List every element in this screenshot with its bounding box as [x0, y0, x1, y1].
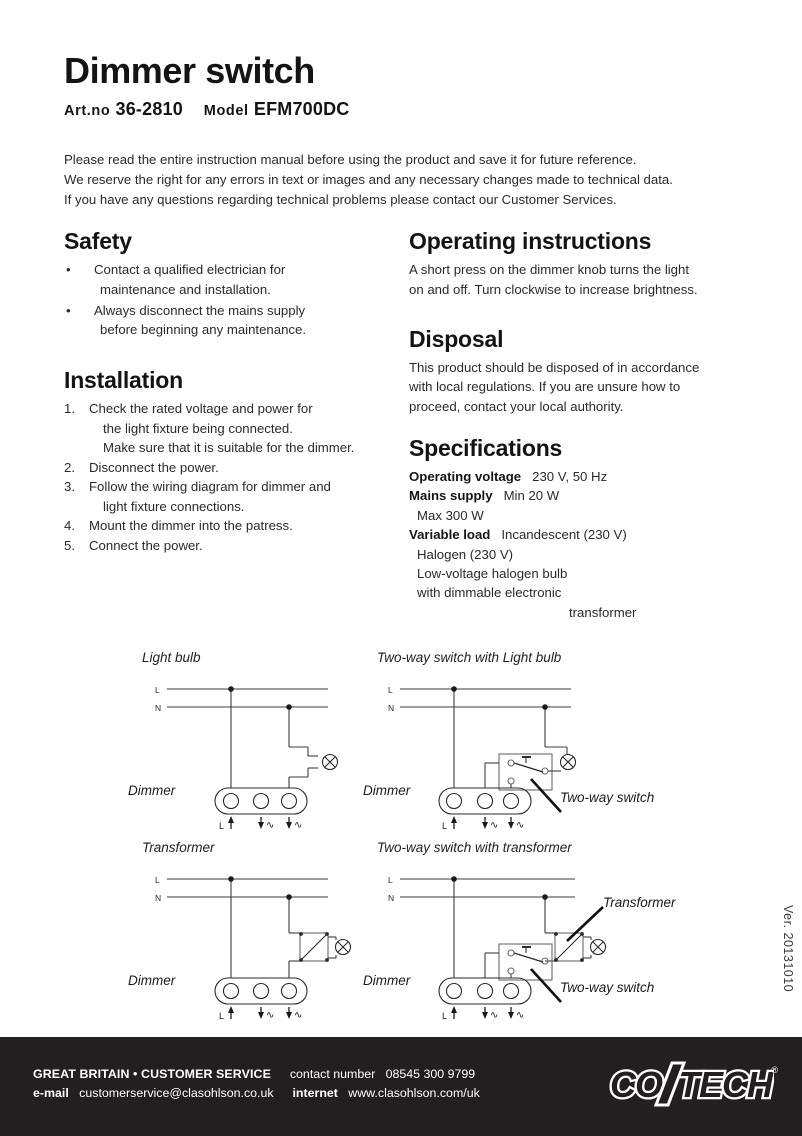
disposal-heading: Disposal [409, 325, 504, 352]
version-label: Ver. 20131010 [781, 905, 795, 993]
spec-variable-load-3: Low-voltage halogen bulb [417, 566, 568, 581]
diagram-transformer [128, 840, 370, 1028]
list-item [64, 516, 394, 536]
spec-label: Variable load [409, 527, 491, 543]
right-column [409, 228, 754, 622]
diagram-two-way-light-bulb [363, 650, 695, 838]
spec-variable-load [409, 525, 754, 544]
disposal-text [409, 358, 754, 417]
safety-item-1-line2: before beginning any maintenance. [100, 322, 307, 338]
safety-item-0-line2: maintenance and installation. [100, 281, 271, 297]
footer-email-label: e-mail [33, 1086, 69, 1101]
safety-list [64, 260, 394, 339]
step-number: 2. [64, 459, 75, 475]
diagram-caption: Transformer [142, 840, 215, 855]
diagram-caption: Two-way switch with transformer [377, 840, 572, 855]
disposal-line-2: with local regulations. If you are unsure how to [409, 379, 681, 395]
spec-label: Mains supply [409, 488, 493, 504]
model-value: EFM700DC [253, 98, 350, 119]
terminal-ac-label: ∿ [266, 1010, 275, 1021]
diagram-two-way-transformer [363, 840, 705, 1028]
footer-contact-value: 08545 300 9799 [385, 1067, 476, 1081]
step-0-line3: Make sure that it is suitable for the dimmer. [103, 440, 355, 456]
step-4-line1: Connect the power. [89, 537, 203, 553]
dimmer-label: Dimmer [128, 973, 176, 988]
footer-bar [0, 1037, 802, 1136]
left-column [64, 228, 394, 555]
cotech-logo-svg [606, 1059, 774, 1111]
step-1-line1: Disconnect the power. [89, 459, 219, 475]
diagram-svg-light-bulb [140, 671, 370, 831]
intro-paragraph [64, 150, 764, 210]
step-number: 1. [64, 401, 75, 416]
logo-text-co: CO [610, 1064, 662, 1105]
terminal-live-label: L [219, 1011, 225, 1021]
live-label: L [155, 875, 160, 885]
operating-instructions-text [409, 260, 754, 299]
step-number: 3. [64, 479, 75, 495]
brand-logo [606, 1059, 778, 1116]
spec-variable-load-5: transformer [569, 604, 637, 620]
intro-line-3: If you have any questions regarding technical problems please contact our Customer Services. [64, 192, 617, 208]
footer-contact-label: contact number [289, 1067, 376, 1081]
installation-heading: Installation [64, 366, 184, 393]
specifications-heading: Specifications [409, 434, 563, 461]
operating-line-2: on and off. Turn clockwise to increase brightness. [409, 281, 698, 297]
footer-row-2 [33, 1084, 480, 1103]
disposal-line-1: This product should be disposed of in accordance [409, 359, 700, 375]
dimmer-label: Dimmer [363, 783, 411, 798]
diagram-caption: Light bulb [142, 650, 201, 665]
step-number: 5. [64, 537, 75, 553]
dimmer-label: Dimmer [128, 783, 176, 798]
footer-region-label: GREAT BRITAIN • CUSTOMER SERVICE [33, 1067, 271, 1081]
diagram-svg-two-way-light-bulb [375, 671, 695, 833]
callout-transformer: Transformer [603, 895, 676, 910]
callout-leader-line [531, 779, 561, 812]
callout-leader-line [531, 969, 561, 1002]
footer-internet-label: internet [292, 1086, 338, 1101]
neutral-label: N [155, 703, 162, 713]
live-label: L [388, 875, 393, 885]
list-item [64, 458, 394, 478]
art-no-label: Art.no [64, 102, 111, 119]
operating-instructions-heading: Operating instructions [409, 228, 652, 254]
spec-variable-load-2: Halogen (230 V) [417, 546, 514, 562]
specifications-list [409, 467, 754, 622]
callout-leader-line [567, 907, 603, 941]
terminal-ac-label: ∿ [516, 820, 525, 831]
step-0-line1: Check the rated voltage and power for [89, 401, 313, 416]
footer-internet-value[interactable]: www.clasohlson.com/uk [348, 1086, 480, 1101]
operating-line-1: A short press on the dimmer knob turns the light [409, 262, 690, 278]
diagram-light-bulb [128, 650, 370, 836]
terminal-live-label: L [219, 821, 225, 831]
spec-value: Min 20 W [503, 488, 560, 504]
document-header [64, 52, 764, 120]
footer-row-1 [33, 1065, 480, 1084]
art-no-value: 36-2810 [115, 98, 183, 119]
safety-item-0-line1: Contact a qualified electrician for [94, 262, 286, 278]
list-item [64, 260, 394, 299]
terminal-live-label: L [442, 821, 448, 831]
terminal-ac-label: ∿ [294, 820, 303, 831]
footer-contact-block [33, 1065, 480, 1103]
logo-text-tech: TECH [678, 1064, 772, 1105]
product-identifiers [64, 99, 764, 120]
callout-two-way-switch: Two-way switch [560, 980, 655, 995]
page-title: Dimmer switch [64, 50, 315, 91]
list-item [64, 536, 394, 556]
terminal-ac-label: ∿ [294, 1010, 303, 1021]
terminal-ac-label: ∿ [266, 820, 275, 831]
live-label: L [388, 685, 393, 695]
model-label: Model [203, 102, 249, 119]
neutral-label: N [388, 703, 395, 713]
diagram-svg-transformer [140, 861, 370, 1023]
diagram-svg-two-way-transformer [375, 861, 705, 1023]
step-3-line1: Mount the dimmer into the patress. [89, 518, 293, 534]
callout-two-way-switch: Two-way switch [560, 790, 655, 805]
spec-value: 230 V, 50 Hz [532, 468, 608, 484]
dimmer-label: Dimmer [363, 973, 411, 988]
step-2-line2: light fixture connections. [103, 498, 245, 514]
spec-label: Operating voltage [409, 468, 522, 484]
diagram-caption: Two-way switch with Light bulb [377, 650, 562, 665]
step-number: 4. [64, 518, 75, 534]
live-label: L [155, 685, 160, 695]
step-0-line2: the light fixture being connected. [103, 420, 293, 436]
bullet-icon: • [66, 302, 71, 318]
spec-value: Incandescent (230 V) [501, 527, 627, 543]
intro-line-2: We reserve the right for any errors in text or images and any necessary changes made to technical data. [64, 172, 673, 188]
spec-variable-load-4: with dimmable electronic [417, 585, 562, 601]
terminal-ac-label: ∿ [516, 1010, 525, 1021]
spec-mains-supply-max: Max 300 W [417, 507, 484, 523]
terminal-live-label: L [442, 1011, 448, 1021]
list-item [64, 399, 394, 458]
list-item [64, 301, 394, 340]
safety-heading: Safety [64, 228, 132, 254]
terminal-ac-label: ∿ [490, 1010, 499, 1021]
spec-operating-voltage [409, 467, 754, 486]
terminal-ac-label: ∿ [490, 820, 499, 831]
disposal-line-3: proceed, contact your local authority. [409, 399, 624, 414]
bullet-icon: • [66, 262, 71, 278]
installation-list [64, 399, 394, 555]
footer-email-value[interactable]: customerservice@clasohlson.co.uk [79, 1086, 274, 1101]
spec-mains-supply [409, 486, 754, 505]
registered-trademark-icon: ® [771, 1065, 778, 1075]
neutral-label: N [388, 893, 395, 903]
intro-line-1: Please read the entire instruction manual before using the product and save it for future reference. [64, 152, 637, 167]
safety-item-1-line1: Always disconnect the mains supply [94, 302, 306, 318]
list-item [64, 477, 394, 516]
step-2-line1: Follow the wiring diagram for dimmer and [89, 479, 331, 495]
neutral-label: N [155, 893, 162, 903]
